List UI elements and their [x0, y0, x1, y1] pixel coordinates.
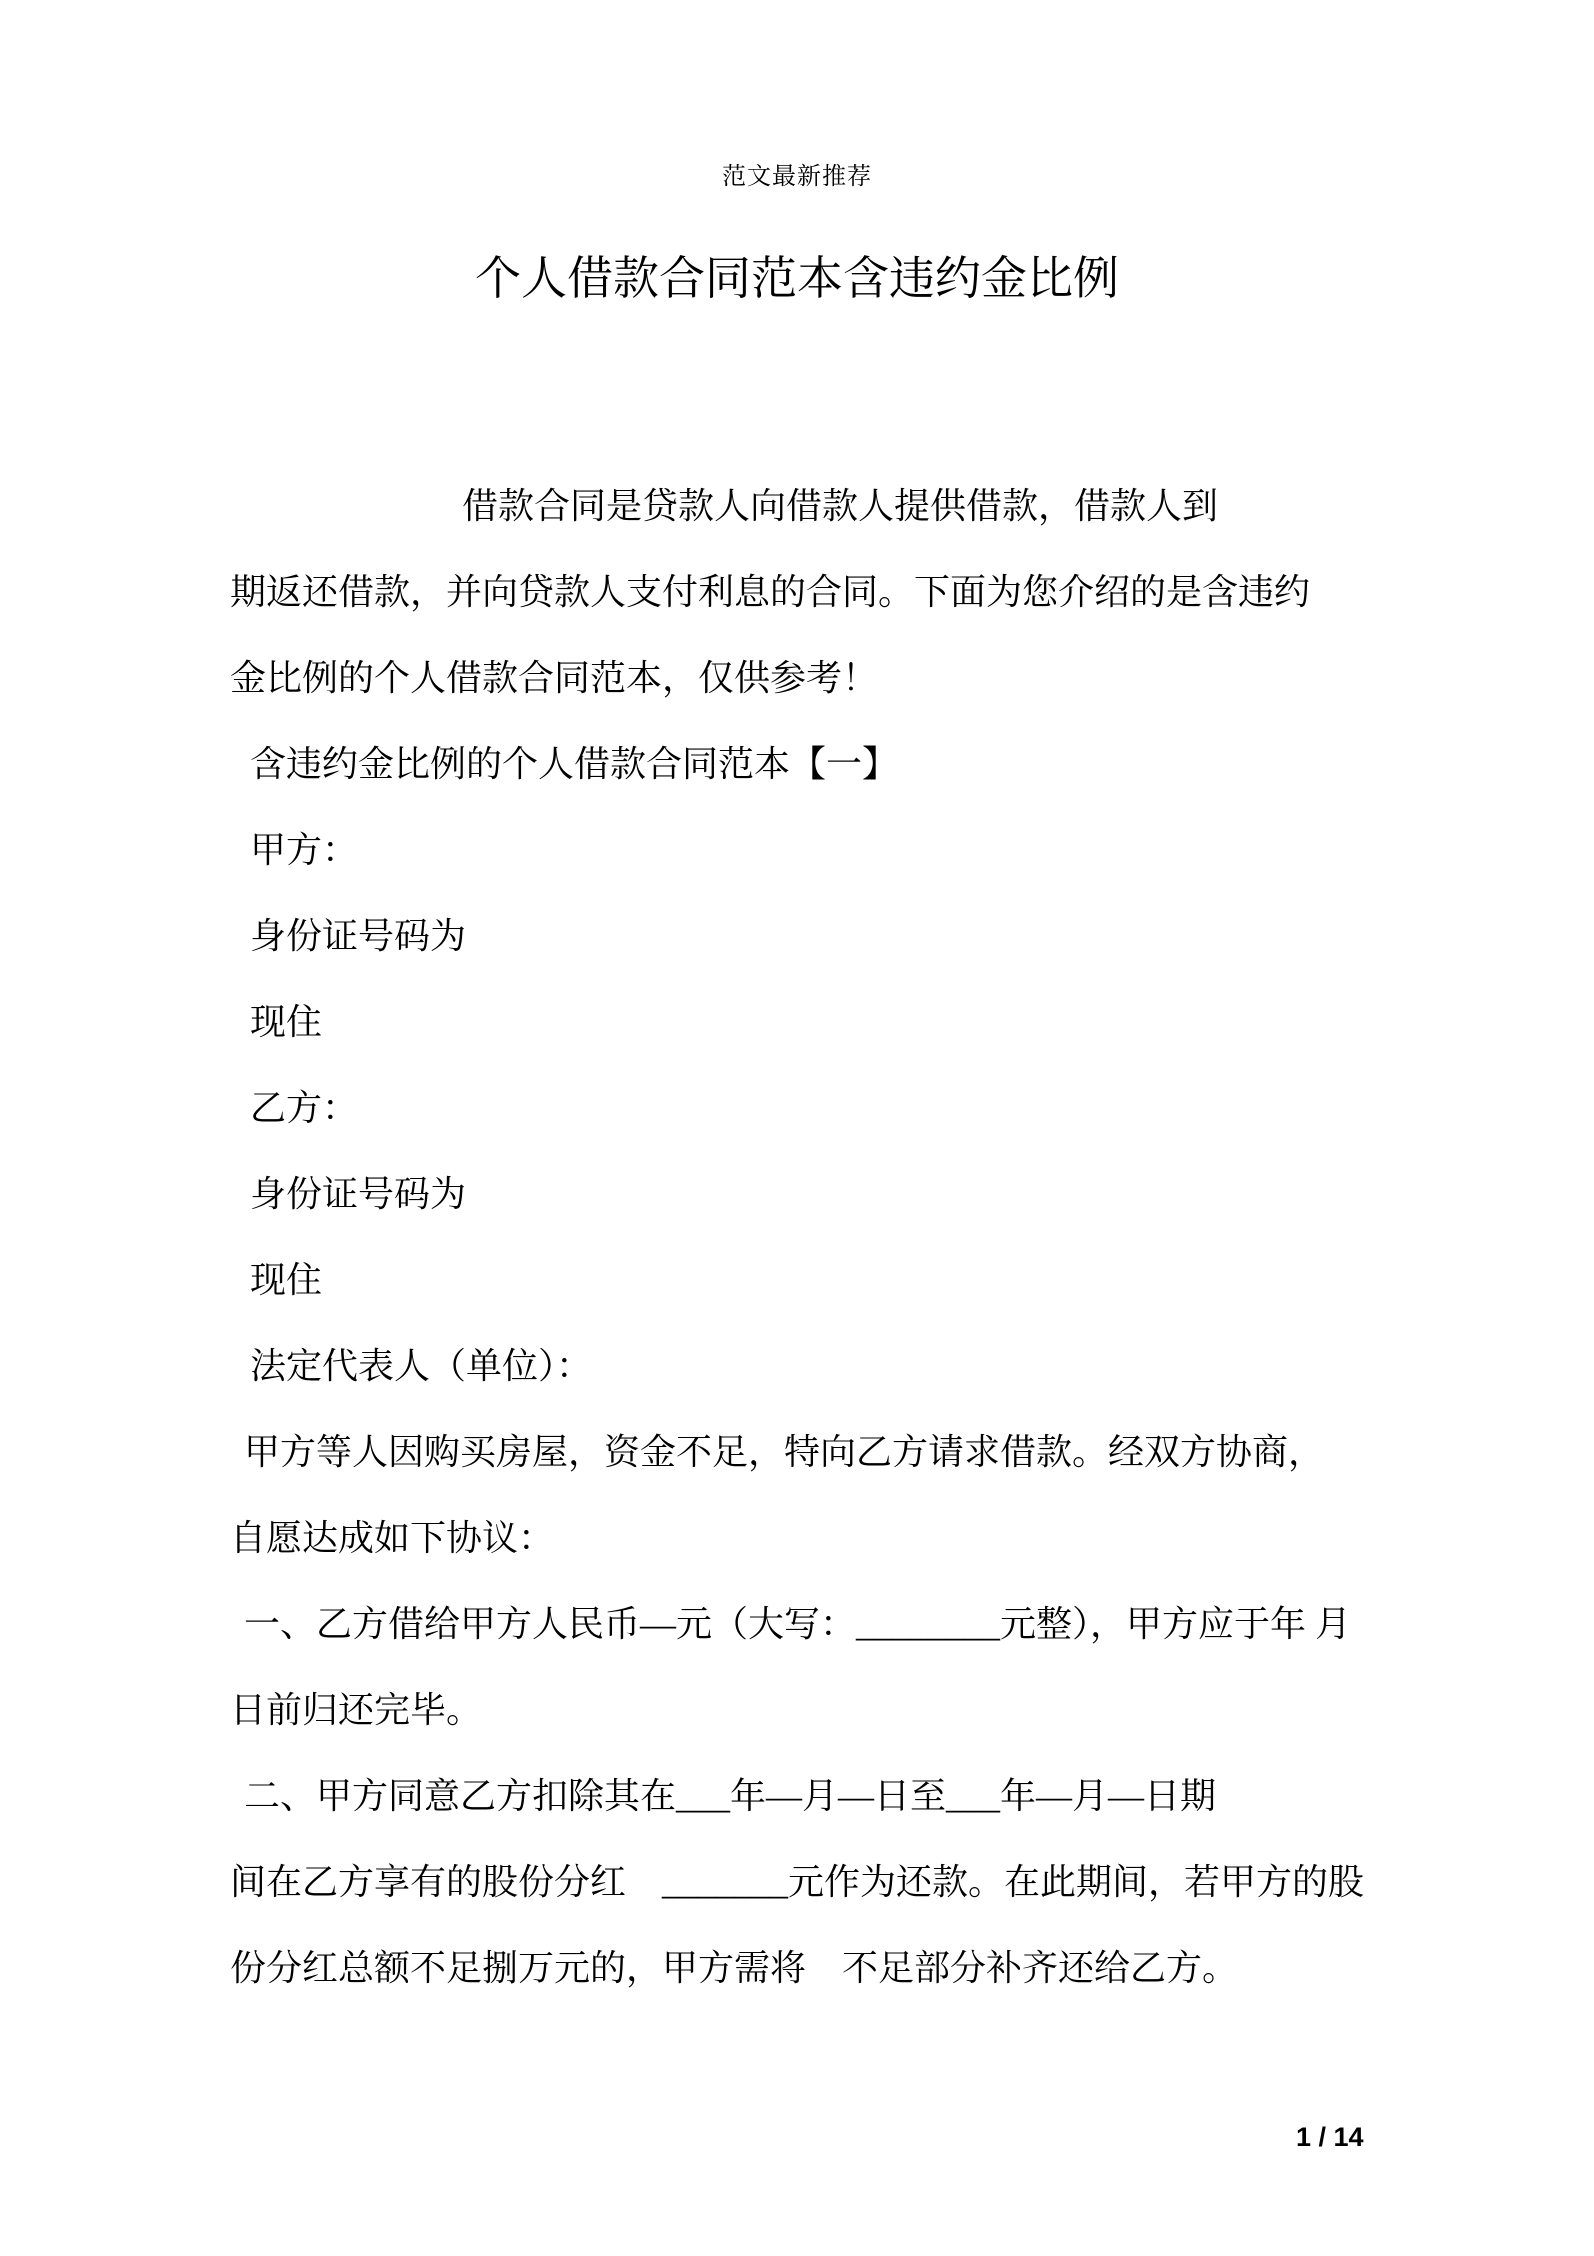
text-line: 金比例的个人借款合同范本，仅供参考！ [230, 658, 879, 698]
text-line: 甲方： [250, 830, 359, 870]
text-line: 身份证号码为 [250, 1174, 467, 1214]
text-line: 含违约金比例的个人借款合同范本【一】 [250, 744, 899, 784]
text-line: 现住 [250, 1002, 323, 1042]
text-line: 自愿达成如下协议： [230, 1518, 555, 1558]
document-header: 范文最新推荐 [722, 164, 872, 190]
text-line: 甲方等人因购买房屋，资金不足，特向乙方请求借款。经双方协商， [244, 1432, 1325, 1472]
text-line: 间在乙方享有的股份分红 _______元作为还款。在此期间，若甲方的股 [230, 1862, 1365, 1902]
text-line: 乙方： [250, 1088, 359, 1128]
text-line: 一、乙方借给甲方人民币—元（大写：________元整），甲方应于年 月 [244, 1604, 1352, 1644]
text-line: 期返还借款，并向贷款人支付利息的合同。下面为您介绍的是含违约 [230, 572, 1311, 612]
text-line: 二、甲方同意乙方扣除其在___年—月—日至___年—月—日期 [244, 1776, 1217, 1816]
document-body [230, 463, 1400, 2011]
text-line: 现住 [250, 1260, 323, 1300]
page-title: 个人借款合同范本含违约金比例 [475, 253, 1119, 304]
text-line: 法定代表人（单位）： [250, 1346, 593, 1386]
text-line: 身份证号码为 [250, 916, 467, 956]
page-number: 1 / 14 [1296, 2122, 1364, 2152]
text-line: 份分红总额不足捌万元的，甲方需将 不足部分补齐还给乙方。 [230, 1948, 1239, 1988]
text-line: 日前归还完毕。 [230, 1690, 483, 1730]
text-line: 借款合同是贷款人向借款人提供借款，借款人到 [462, 486, 1219, 526]
